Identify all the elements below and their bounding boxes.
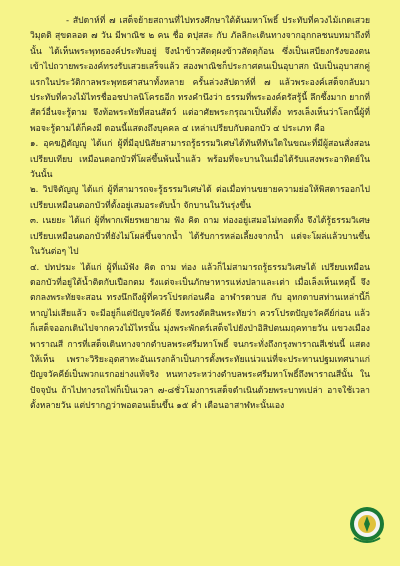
paragraph-item-2: ๒. วิปจิตัญญู ได้แก่ ผู้ที่สามารถจะรู้ธรรมวิเศษได้ ต่อเมื่อท่านขยายความย่อให้พิสดารออกไปเปรียบเหมือนดอกบัวที่ตั้งอยู่เสมอระดับน้ำ จักบานในวันรุ่งขึ้น	[30, 185, 370, 211]
school-emblem-icon	[348, 506, 386, 552]
paragraph-item-4: ๔. ปทปรมะ ได้แก่ ผู้ที่แม้ฟัง คิด ถาม ท่อง แล้วก็ไม่สามารถรู้ธรรมวิเศษได้ เปรียบเหมือนดอกบัวที่อยู่ใต้น้ำติดกับเปือกตม รังแต่จะเป็นภักษาหารแห่งปลาและเต่า เมื่อเล็งเห็นเหตุนี้ จึงตกลงพระทัยจะสอน ทรงนึกถึงผู้ที่ควรโปรดก่อนคือ อาฬารดาบส กับ อุทกดาบสท่านเหล่านี้ก็หาญไม่เสียแล้ว จะมีอยู่ก็แต่ปัญจวัคคีย์ จึงทรงตัดสินพระทัยว่า ควรโปรดปัญจวัคคีย์ก่อน แล้วก็เสด็จออกเดินไปจากควงไม้ไทรนั้น มุ่งพระพักตร์เสด็จไปยังป่าอิสิปตนมฤคทายวัน แขวงเมืองพาราณสี การที่เสด็จเดินทางจากตำบลพระศรีมหาโพธิ์ จนกระทั่งถึงกรุงพาราณสีเช่นนี้ แสดงให้เห็น เพราะวิริยะอุตสาหะอันแรงกล้าเป็นการตั้งพระทัยแน่วแน่ที่จะประทานปฐมเทศนาแก่ปัญจวัคคีย์เป็นพวกแรกอย่างแท้จริง หนทางระหว่างตำบลพระศรีมหาโพธิ์ถึงพาราณสีนั้น ในปัจจุบัน ถ้าไปทางรถไฟก็เป็นเวลา ๗-๘ชั่วโมงการเสด็จดำเนินด้วยพระบาทเปล่า อาจใช้เวลาตั้งหลายวัน แต่ปรากฏว่าพอตอนเย็นขึ้น ๑๕ ค่ำ เดือนอาสาฬหะนั้นเอง	[30, 262, 370, 412]
paragraph-item-1: ๑. อุคฆฏิตัญญู ได้แก่ ผู้ที่มีอุปนิสัยสามารถรู้ธรรมวิเศษได้ทันทีทันใดในขณะที่มีผู้สอนสั่งสอนเปรียบเทียบ เหมือนดอกบัวที่โผล่ขึ้นพ้นน้ำแล้ว พร้อมที่จะบานในเมื่อได้รับแสงพระอาทิตย์ในวันนั้น	[30, 139, 370, 181]
paragraph-item-3: ๓. เนยยะ ได้แก่ ผู้ที่พากเพียรพยายาม ฟัง คิด ถาม ท่องอยู่เสมอไม่ทอดทิ้ง จึงได้รู้ธรรมวิเศษ เปรียบเหมือนดอกบัวที่ยังไม่โผล่ขึ้นจากน้ำ ได้รับการหล่อเลี้ยงจากน้ำ แต่จะโผล่แล้วบานขึ้นในวันต่อๆ ไป	[30, 216, 370, 258]
emblem-graphic	[348, 506, 386, 546]
paragraph-intro: - สัปดาห์ที่ ๗ เสด็จย้ายสถานที่ไปทรงศึกษาใต้ต้นมหาโพธิ์ ประทับที่ควงไม้เกดเสวยวิมุตติ สุขตลอด ๗ วัน มีพาณิช ๒ คน ชื่อ ตปุสสะ กับ ภัลลิกะเดินทางจากอุกกลชนบทมาถึงที่นั้น ได้เห็นพระพุทธองค์ประทับอยู่ จึงนำข้าวสัตตุผงข้าวสัตตุก้อน ซึ่งเป็นเสบียงกรังของตนเข้าไปถวายพระองค์ทรงรับเสวยเสร็จแล้ว สองพาณิชก็ประกาศตนเป็นอุบาสก นับเป็นอุบาสกคู่แรกในประวัติกาลพระพุทธศาสนาทั้งหลาย ครั้นล่วงสัปดาห์ที่ ๗ แล้วพระองค์เสด็จกลับมาประทับที่ควงไม้ไทรชื่ออชปาลนิโครธอีก ทรงคำนึงว่า ธรรมที่พระองค์ตรัสรู้นี้ ลึกซึ้งมาก ยากที่สัตว์อื่นจะรู้ตาม จึงท้อพระทัยที่สอนสัตว์ แต่อาศัยพระกรุณาเป็นที่ตั้ง ทรงเล็งเห็นว่าโลกนี้ผู้ที่พอจะรู้ตามได้ก็คงมี ดอนนี้แสดงถึงบุคคล ๔ เหล่าเปรียบกับดอกบัว ๔ ประเภท คือ	[30, 16, 370, 134]
